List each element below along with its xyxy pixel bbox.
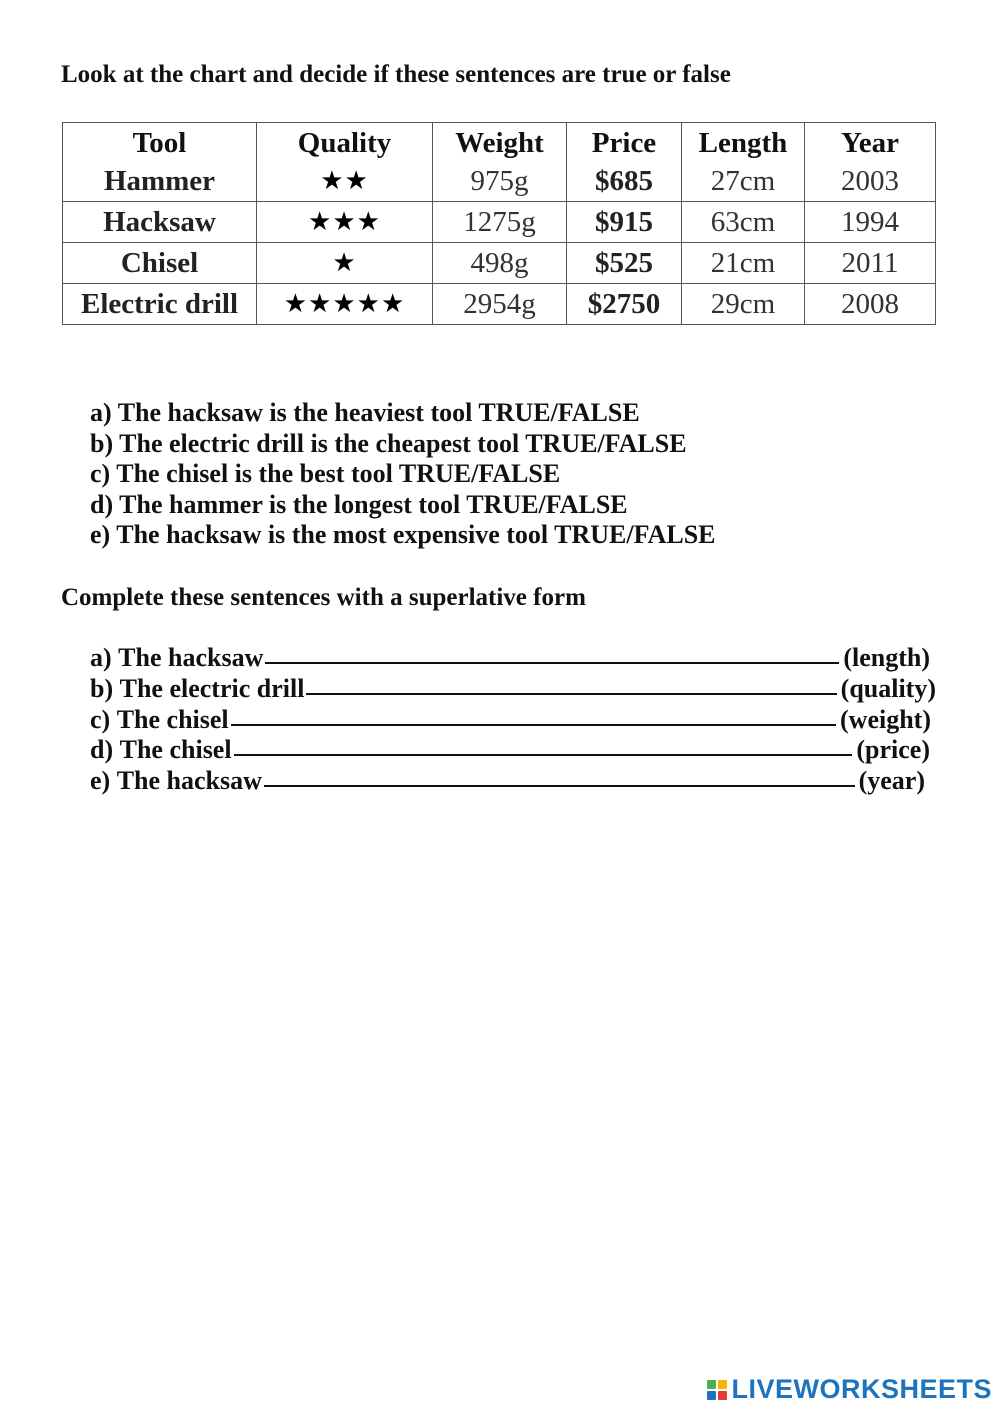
item-text: The chisel is the best tool TRUE/FALSE [116, 459, 561, 488]
item-subject: The chisel [119, 735, 232, 765]
item-hint: (weight) [840, 704, 931, 734]
item-letter: b) [90, 428, 114, 458]
cell-year: 2011 [805, 243, 936, 284]
item-hint: (year) [858, 766, 925, 796]
list-item [90, 643, 930, 674]
item-subject: The chisel [116, 704, 229, 734]
answer-blank[interactable] [264, 785, 855, 787]
cell-length: 27cm [682, 161, 805, 202]
instruction-true-false: Look at the chart and decide if these sentences are true or false [61, 61, 731, 88]
item-letter: a) [90, 643, 112, 672]
cell-quality-stars: ★★★★★ [257, 284, 433, 325]
table-row [63, 202, 936, 243]
cell-length: 29cm [682, 284, 805, 325]
item-subject: The hacksaw [118, 643, 264, 672]
list-item [90, 398, 716, 429]
header-tool: Tool [63, 123, 257, 162]
list-item [90, 705, 931, 736]
cell-year: 1994 [805, 202, 936, 243]
answer-blank[interactable] [265, 662, 839, 664]
header-year: Year [805, 123, 936, 162]
cell-year: 2008 [805, 284, 936, 325]
list-item [90, 674, 936, 705]
instruction-superlatives: Complete these sentences with a superlative form [61, 584, 586, 611]
item-text: The electric drill is the cheapest tool TRUE/FALSE [119, 428, 687, 458]
table-row [63, 284, 936, 325]
cell-weight: 1275g [433, 202, 567, 243]
superlative-list [90, 643, 940, 797]
item-letter: c) [90, 459, 111, 488]
item-hint: (quality) [840, 673, 936, 703]
cell-price: $2750 [567, 284, 682, 325]
answer-blank[interactable] [234, 754, 853, 756]
cell-weight: 975g [433, 161, 567, 202]
header-length: Length [682, 123, 805, 162]
item-letter: b) [90, 673, 114, 703]
item-letter: e) [90, 766, 111, 796]
item-hint: (length) [843, 643, 930, 672]
cell-price: $915 [567, 202, 682, 243]
tools-table [62, 122, 936, 325]
table-row [63, 243, 936, 284]
true-false-list [90, 398, 716, 551]
table-row [63, 161, 936, 202]
header-weight: Weight [433, 123, 567, 162]
header-quality: Quality [257, 123, 433, 162]
item-letter: d) [90, 735, 114, 765]
item-letter: c) [90, 704, 111, 734]
item-letter: a) [90, 398, 112, 427]
list-item [90, 735, 930, 766]
cell-tool: Chisel [63, 243, 257, 284]
item-text: The hammer is the longest tool TRUE/FALSE [119, 489, 628, 519]
list-item [90, 429, 716, 460]
cell-weight: 2954g [433, 284, 567, 325]
item-text: The hacksaw is the most expensive tool TRUE/FALSE [116, 520, 716, 549]
list-item [90, 459, 716, 490]
cell-quality-stars: ★★★ [257, 202, 433, 243]
brand-name: LIVEWORKSHEETS [731, 1374, 992, 1404]
liveworksheets-brand[interactable] [707, 1374, 992, 1405]
list-item [90, 766, 925, 797]
cell-weight: 498g [433, 243, 567, 284]
cell-length: 21cm [682, 243, 805, 284]
table-header-row [63, 123, 936, 162]
cell-quality-stars: ★★ [257, 161, 433, 202]
cell-tool: Hacksaw [63, 202, 257, 243]
cell-year: 2003 [805, 161, 936, 202]
item-text: The hacksaw is the heaviest tool TRUE/FALSE [117, 398, 640, 427]
item-subject: The hacksaw [116, 766, 262, 796]
item-subject: The electric drill [119, 673, 305, 703]
header-price: Price [567, 123, 682, 162]
cell-quality-stars: ★ [257, 243, 433, 284]
item-letter: d) [90, 489, 114, 519]
cell-price: $525 [567, 243, 682, 284]
answer-blank[interactable] [306, 693, 836, 695]
list-item [90, 490, 716, 521]
cell-tool: Electric drill [63, 284, 257, 325]
cell-length: 63cm [682, 202, 805, 243]
cell-price: $685 [567, 161, 682, 202]
cell-tool: Hammer [63, 161, 257, 202]
item-hint: (price) [856, 735, 930, 765]
item-letter: e) [90, 520, 111, 549]
list-item [90, 520, 716, 551]
liveworksheets-logo-icon [707, 1380, 727, 1400]
answer-blank[interactable] [231, 724, 836, 726]
